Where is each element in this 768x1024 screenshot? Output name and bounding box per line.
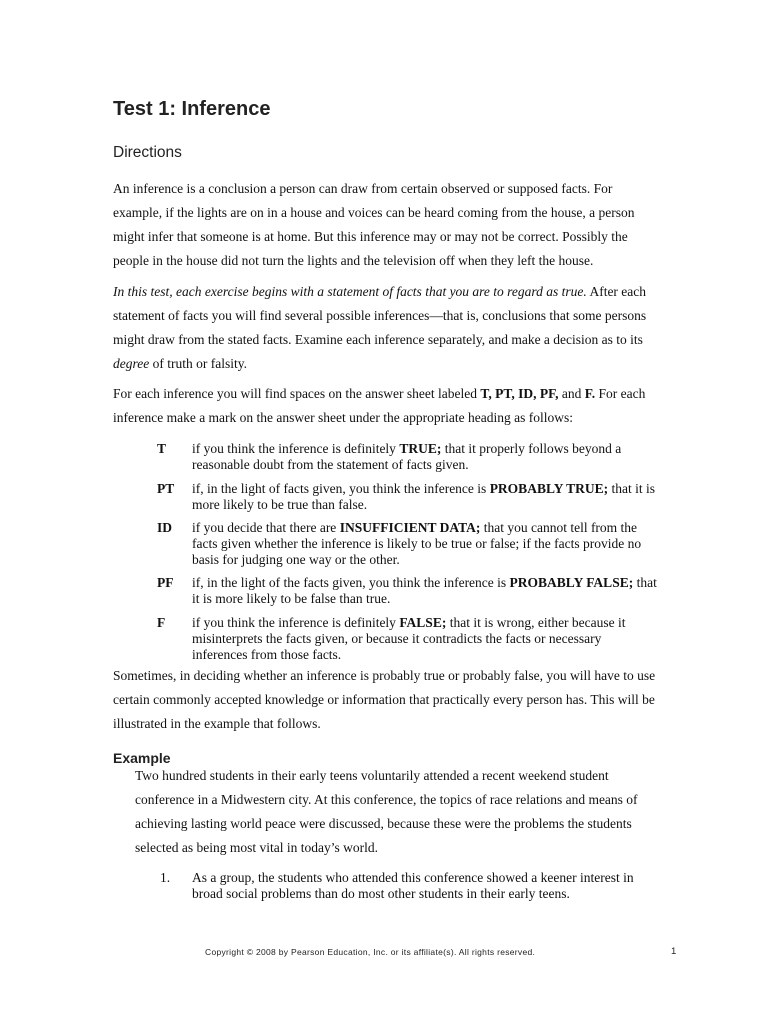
- definition-key: PROBABLY FALSE;: [509, 575, 634, 590]
- definition-post: that it is more likely to be false than true.: [192, 575, 657, 606]
- definition-pre: if you think the inference is definitely: [192, 615, 400, 630]
- page-title: Test 1: Inference: [113, 98, 271, 120]
- definition-key: FALSE;: [399, 615, 447, 630]
- definition-post: that it is more likely to be true than false.: [192, 481, 655, 512]
- degree-word: degree: [113, 356, 150, 371]
- definition-key: INSUFFICIENT DATA;: [339, 520, 481, 535]
- definition-pre: if you think the inference is definitely: [192, 441, 400, 456]
- definition-text-pt: [192, 481, 658, 513]
- definition-pre: if you decide that there are: [192, 520, 340, 535]
- answer-sheet-text-a: For each inference you will find spaces on the answer sheet labeled: [113, 386, 481, 401]
- definition-key: TRUE;: [399, 441, 442, 456]
- answer-sheet-text-b: For each inference make a mark on the answer sheet under the appropriate heading as follows:: [113, 386, 646, 425]
- definition-code-pf: PF: [157, 575, 174, 590]
- example-statement: Two hundred students in their early teens voluntarily attended a recent weekend student conference in a Midwestern city. At this conference, the topics of race relations and means of achieving lasting world peace were discussed, because these were the problems the students selected as being most vital in today’s world.: [135, 768, 638, 855]
- example-item-text: As a group, the students who attended this conference showed a keener interest in broad social problems than do most other students in their early teens.: [192, 870, 634, 901]
- definition-post: that you cannot tell from the facts given whether the inference is likely to be true or false; if the facts provide no basis for judging one way or the other.: [192, 520, 642, 567]
- definition-code-pt: PT: [157, 481, 175, 496]
- example-item-number: 1.: [160, 870, 171, 885]
- answer-label-f: F.: [584, 386, 596, 401]
- definition-text-f: [192, 615, 658, 663]
- definition-pre: if, in the light of facts given, you think the inference is: [192, 481, 490, 496]
- instructions-text-a: After each statement of facts you will find several possible inferences—that is, conclusions that some persons might draw from the stated facts. Examine each inference separately, and make a decision as to its: [113, 284, 647, 347]
- definition-code-f: F: [157, 615, 166, 630]
- common-knowledge-paragraph: Sometimes, in deciding whether an inference is probably true or probably false, you will have to use certain commonly accepted knowledge or information that practically every person has. This will be illustrated in the example that follows.: [113, 668, 656, 731]
- italic-lead: In this test, each exercise begins with a statement of facts that you are to regard as true.: [113, 284, 587, 299]
- instructions-text-b: of truth or falsity.: [149, 356, 247, 371]
- definition-text-id: [192, 520, 658, 568]
- example-heading: Example: [113, 750, 171, 766]
- answer-labels: T, PT, ID, PF,: [480, 386, 559, 401]
- definition-key: PROBABLY TRUE;: [489, 481, 609, 496]
- directions-heading: Directions: [113, 144, 182, 161]
- definition-code-t: T: [157, 441, 167, 456]
- definition-post: that it is wrong, either because it misinterprets the facts given, or because it contradicts the facts or necessary inferences from those facts.: [192, 615, 626, 662]
- answer-sheet-and: and: [558, 386, 585, 401]
- definition-pre: if, in the light of the facts given, you think the inference is: [192, 575, 510, 590]
- answer-sheet-paragraph: [113, 382, 658, 430]
- page-number: 1: [671, 946, 677, 957]
- definition-text-pf: [192, 575, 658, 607]
- definition-post: that it properly follows beyond a reasonable doubt from the statement of facts given.: [192, 441, 622, 472]
- copyright-footer: Copyright © 2008 by Pearson Education, Inc. or its affiliate(s). All rights reserved.: [205, 947, 536, 957]
- definition-code-id: ID: [157, 520, 173, 535]
- intro-paragraph: An inference is a conclusion a person can draw from certain observed or supposed facts. For example, if the lights are on in a house and voices can be heard coming from the house, a person might infer that someone is at home. But this inference may or may not be correct. Possibly the people in the house did not turn the lights and the television off when they left the house.: [113, 181, 635, 268]
- instructions-paragraph: [113, 280, 658, 376]
- definition-text-t: [192, 441, 658, 473]
